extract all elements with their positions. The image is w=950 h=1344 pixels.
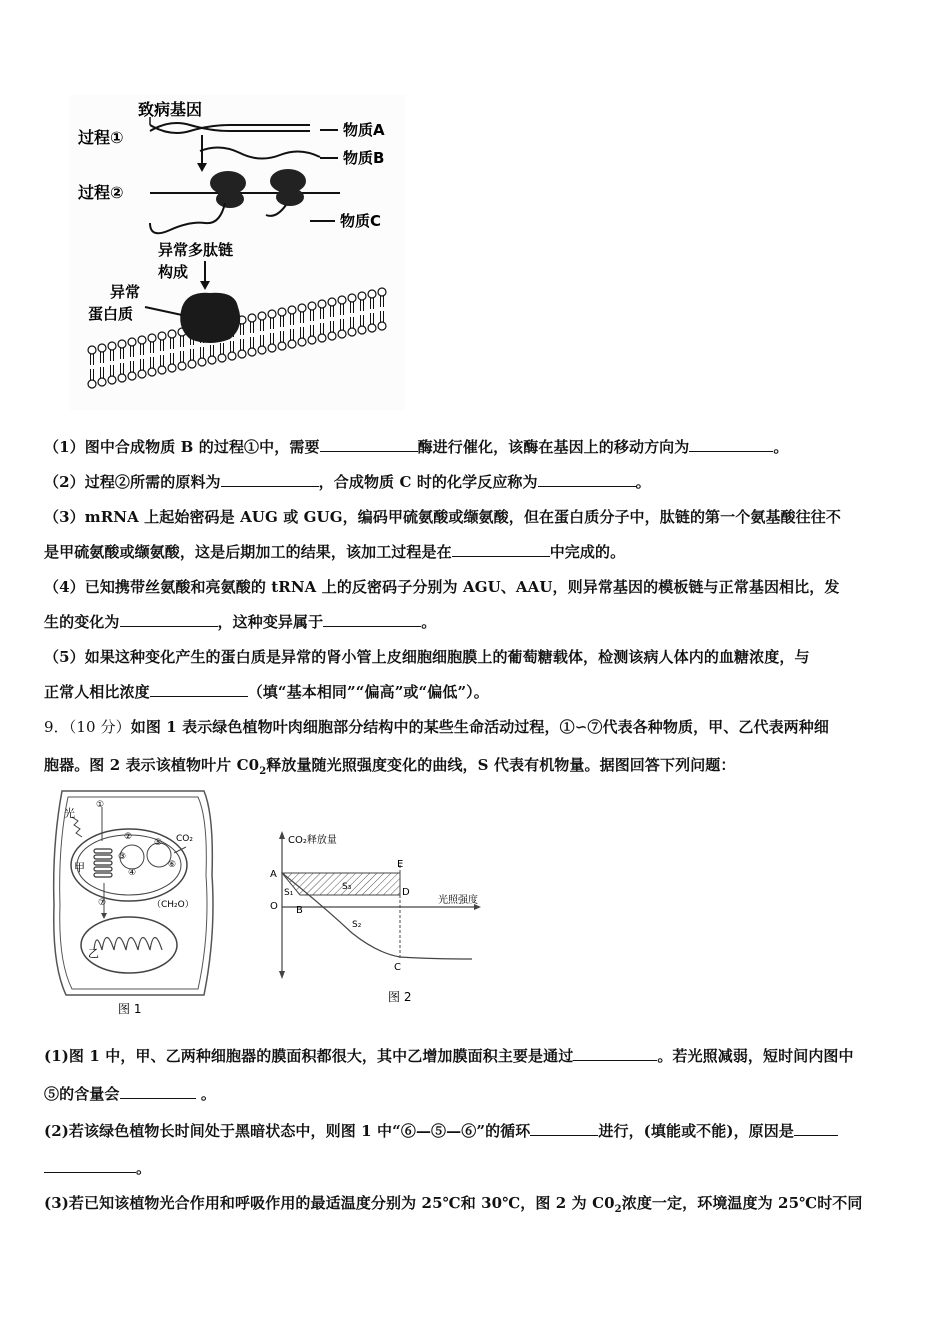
q9-sub3-line1: (3)若已知该植物光合作用和呼吸作用的最适温度分别为 25℃和 30℃，图 2 为 $C0_2$浓度一定，环境温度为 25℃时不同 bbox=[44, 1194, 863, 1215]
fig1-co2: CO₂ bbox=[176, 834, 193, 844]
answer-blank[interactable] bbox=[44, 1158, 136, 1173]
answer-blank[interactable] bbox=[794, 1121, 838, 1136]
answer-blank[interactable] bbox=[320, 437, 418, 452]
fig2-B: B bbox=[296, 905, 303, 916]
label-process2: 过程② bbox=[78, 183, 124, 202]
answer-blank[interactable] bbox=[530, 1121, 598, 1136]
q8-part2: （2）过程②所需的原料为 ，合成物质 C 时的化学反应称为 。 bbox=[44, 473, 651, 491]
q8-part3-line2: 是甲硫氨酸或缬氨酸，这是后期加工的结果，该加工过程是在 中完成的。 bbox=[44, 543, 626, 561]
cell-figure-1 bbox=[44, 785, 219, 1020]
fig1-ch2o: （CH₂O） bbox=[152, 900, 194, 910]
fig1-light: 光 bbox=[64, 807, 75, 820]
label-protein: 蛋白质 bbox=[88, 305, 134, 323]
q8-part3-line1: （3）mRNA 上起始密码是 AUG 或 GUG，编码甲硫氨酸或缬氨酸，但在蛋白质分子中，肽链的第一个氨基酸往往不 bbox=[44, 508, 841, 526]
fig1-n6: ⑥ bbox=[168, 860, 177, 870]
answer-blank[interactable] bbox=[452, 542, 550, 557]
question-number: 9． bbox=[44, 718, 69, 736]
fig1-n1: ① bbox=[96, 800, 105, 810]
answer-blank[interactable] bbox=[221, 472, 319, 487]
fig2-S2: S₂ bbox=[352, 920, 362, 930]
label-gene: 致病基因 bbox=[138, 100, 203, 119]
fig2-A: A bbox=[270, 869, 277, 880]
q9-stem-line2: 胞器。图 2 表示该植物叶片 $C0_2$释放量随光照强度变化的曲线，S 代表有机物量。据图回答下列问题： bbox=[44, 756, 736, 777]
label-abnormal-peptide: 异常多肽链 bbox=[158, 241, 234, 259]
q9-sub1-line2: ⑤的含量会 。 bbox=[44, 1085, 216, 1103]
answer-blank[interactable] bbox=[689, 437, 773, 452]
question-score: （10 分） bbox=[68, 718, 131, 736]
q8-part5-line1: （5）如果这种变化产生的蛋白质是异常的肾小管上皮细胞细胞膜上的葡萄糖载体，检测该病人体内的血糖浓度，与 bbox=[44, 648, 810, 666]
answer-blank[interactable] bbox=[150, 682, 248, 697]
fig1-n3: ③ bbox=[118, 852, 127, 862]
fig1-jia: 甲 bbox=[74, 861, 85, 874]
fig1-n4: ④ bbox=[128, 868, 137, 878]
fig1-yi: 乙 bbox=[88, 947, 99, 960]
q9-sub2-line1: (2)若该绿色植物长时间处于黑暗状态中，则图 1 中“⑥—⑤—⑥”的循环 进行，(填能或不能)，原因是 bbox=[44, 1121, 910, 1141]
fig1-n7: ⑦ bbox=[98, 898, 107, 908]
label-matA: 物质A bbox=[343, 121, 385, 139]
fig2-caption: 图 2 bbox=[388, 990, 412, 1004]
fig2-xlabel: 光照强度 bbox=[438, 895, 478, 906]
fig2-D: D bbox=[402, 887, 410, 898]
fig2-S3: S₃ bbox=[342, 882, 352, 892]
answer-blank[interactable] bbox=[120, 612, 218, 627]
q8-part4-line2: 生的变化为 ，这种变异属于 。 bbox=[44, 613, 437, 631]
q8-part1: （1）图中合成物质 B 的过程①中，需要 酶进行催化，该酶在基因上的移动方向为 。 bbox=[44, 438, 789, 456]
label-abnormal: 异常 bbox=[110, 283, 141, 301]
q8-part5-line2: 正常人相比浓度 （填“基本相同”“偏高”或“偏低”）。 bbox=[44, 683, 489, 701]
fig2-O: O bbox=[270, 901, 278, 912]
label-matC: 物质C bbox=[340, 212, 382, 230]
fig2-C: C bbox=[394, 962, 401, 973]
answer-blank[interactable] bbox=[323, 612, 421, 627]
answer-blank[interactable] bbox=[538, 472, 636, 487]
answer-blank[interactable] bbox=[120, 1084, 196, 1099]
fig1-n2: ② bbox=[124, 832, 133, 842]
fig1-n5: ⑤ bbox=[154, 838, 163, 848]
fig2-S1: S₁ bbox=[284, 888, 294, 898]
curve-figure-2 bbox=[262, 825, 487, 1010]
q9-stem-line1: 9．（10 分）如图 1 表示绿色植物叶肉细胞部分结构中的某些生命活动过程，①∽⑦代表各种物质，甲、乙代表两种细 bbox=[44, 718, 829, 736]
fig1-caption: 图 1 bbox=[118, 1002, 142, 1016]
label-constitute: 构成 bbox=[158, 263, 189, 281]
fig2-ylabel: CO₂释放量 bbox=[288, 835, 337, 846]
gene-expression-figure bbox=[70, 95, 405, 410]
label-process1: 过程① bbox=[78, 128, 124, 147]
answer-blank[interactable] bbox=[573, 1046, 657, 1061]
label-matB: 物质B bbox=[343, 149, 385, 167]
q9-sub1-line1: (1)图 1 中，甲、乙两种细胞器的膜面积都很大，其中乙增加膜面积主要是通过 。若光照减弱，短时间内图中 bbox=[44, 1047, 854, 1065]
q9-sub2-line2: 。 bbox=[44, 1158, 910, 1178]
q8-part4-line1: （4）已知携带丝氨酸和亮氨酸的 tRNA 上的反密码子分别为 AGU、AAU，则异常基因的模板链与正常基因相比，发 bbox=[44, 578, 840, 596]
fig2-E: E bbox=[397, 859, 404, 870]
